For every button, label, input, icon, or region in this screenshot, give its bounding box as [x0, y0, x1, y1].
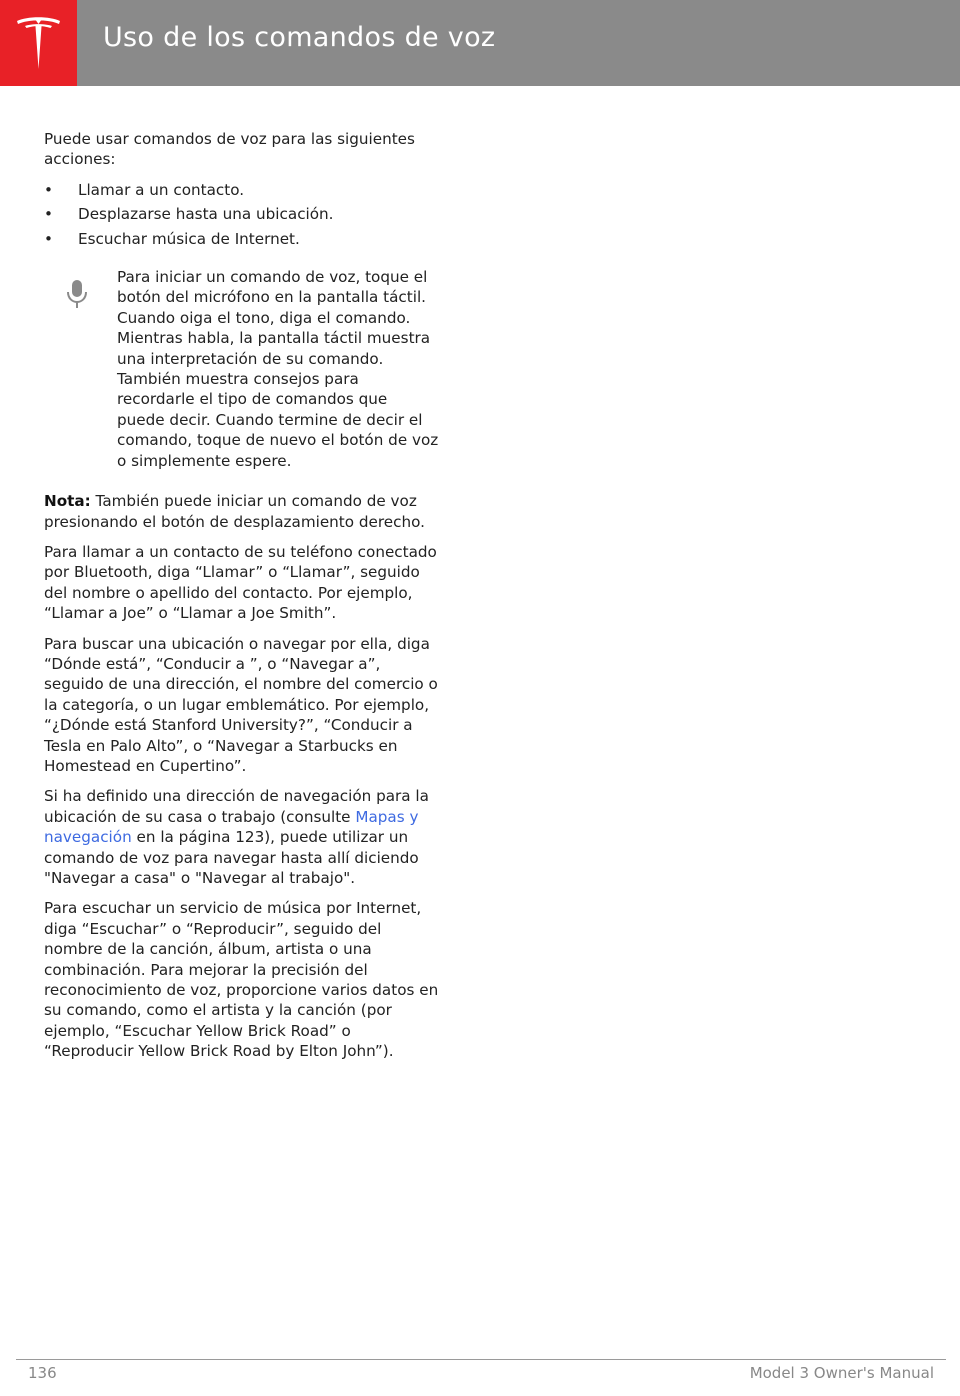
list-item: • Desplazarse hasta una ubicación. — [44, 205, 334, 224]
call-paragraph: Para llamar a un contacto de su teléfono conectado por Bluetooth, diga “Llamar” o “Llamar”, seguido del nombre o apellido del contacto. Por ejemplo, “Llamar a Joe” o “Llamar a Joe Smith”. — [44, 542, 437, 623]
note-paragraph — [44, 491, 439, 532]
intro-paragraph: Puede usar comandos de voz para las siguientes acciones: — [44, 130, 415, 169]
note-text: También puede iniciar un comando de voz presionando el botón de desplazamiento derecho. — [44, 492, 425, 531]
main-content — [44, 129, 439, 1072]
music-paragraph: Para escuchar un servicio de música por Internet, diga “Escuchar” o “Reproducir”, seguido del nombre de la canción, álbum, artista o una combinación. Para mejorar la precisión del reconocimiento de voz, proporcione varios datos en su comando, como el artista y la canción (por ejemplo, “Escuchar Yellow Brick Road” o “Reproducir Yellow Brick Road by Elton John”). — [44, 899, 439, 1061]
manual-name: Model 3 Owner's Manual — [749, 1364, 934, 1382]
action-list — [44, 180, 439, 249]
navigate-paragraph: Para buscar una ubicación o navegar por ella, diga “Dónde está”, “Conducir a ”, o “Navegar a”, seguido de una dirección, el nombre del comercio o la categoría, o un lugar emblemático. Por ejemplo, “¿Dónde está Stanford University?”, “Conducir a Tesla en Palo Alto”, o “Navegar a Starbucks en Homestead en Cupertino”. — [44, 634, 438, 775]
maps-navigation-link[interactable]: Mapas y navegación — [44, 807, 419, 847]
list-item: • Llamar a un contacto. — [44, 180, 245, 199]
list-item: • Escuchar música de Internet. — [44, 229, 300, 248]
page-header — [0, 0, 960, 86]
bullet-glyph: • — [44, 180, 53, 199]
tesla-logo-icon — [15, 15, 62, 71]
bullet-glyph: • — [44, 205, 53, 224]
page-title: Uso de los comandos de voz — [103, 22, 496, 53]
brand-logo-box — [0, 0, 77, 86]
note-label: Nota: — [44, 492, 91, 511]
footer-divider — [16, 1359, 946, 1360]
page-number: 136 — [28, 1364, 57, 1382]
microphone-tip-text: Para iniciar un comando de voz, toque el botón del micrófono en la pantalla táctil. Cuando oiga el tono, diga el comando. Mientras habla, la pantalla táctil muestra una interpretación de su comando. También muestra consejos para recordarle el tipo de comandos que puede decir. Cuando termine de decir el comando, toque de nuevo el botón de voz o simplemente espere. — [117, 268, 439, 470]
microphone-tip — [44, 267, 439, 471]
bullet-glyph: • — [44, 229, 53, 248]
home-paragraph: Si ha definido una dirección de navegación para la ubicación de su casa o trabajo (consulte Mapas y navegación en la página 123), puede utilizar un comando de voz para navegar hasta allí diciendo "Navegar a casa" o "Navegar al trabajo". — [44, 787, 429, 887]
microphone-icon — [66, 279, 88, 309]
